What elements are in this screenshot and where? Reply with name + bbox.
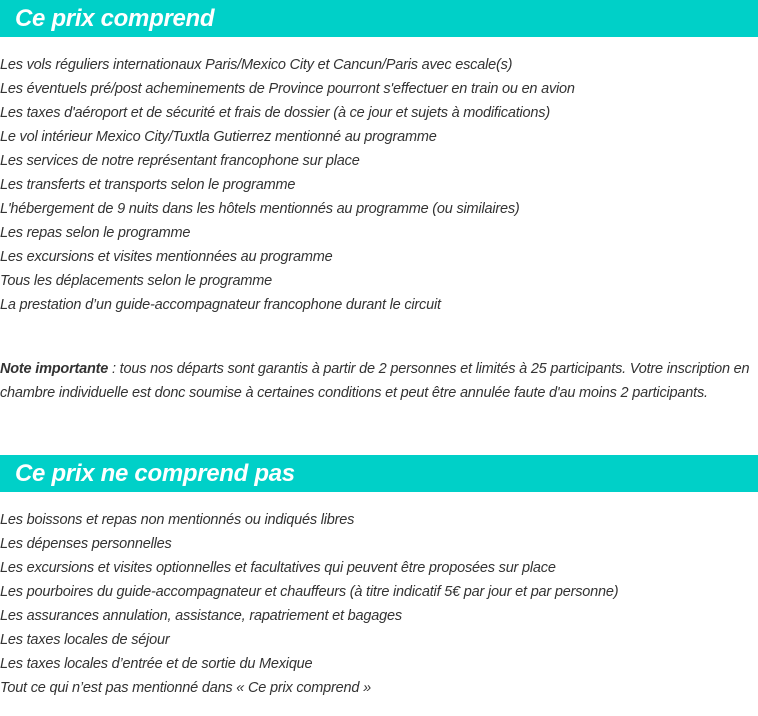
list-item: Les dépenses personnelles xyxy=(0,536,172,552)
note-label: Note importante xyxy=(0,361,109,377)
list-item: La prestation d’un guide-accompagnateur francophone durant le circuit xyxy=(0,297,441,313)
list-item: L'hébergement de 9 nuits dans les hôtels mentionnés au programme (ou similaires) xyxy=(0,201,520,217)
includes-title: Ce prix comprend xyxy=(15,4,215,32)
list-item: Tout ce qui n’est pas mentionné dans « Ce prix comprend » xyxy=(0,680,371,696)
list-item: Les repas selon le programme xyxy=(0,225,191,241)
excludes-list xyxy=(0,508,758,700)
list-item: Les taxes locales de séjour xyxy=(0,632,170,648)
list-item: Les services de notre représentant francophone sur place xyxy=(0,153,360,169)
list-item: Les taxes locales d’entrée et de sortie du Mexique xyxy=(0,656,313,672)
list-item: Les pourboires du guide-accompagnateur et chauffeurs (à titre indicatif 5€ par jour et par personne) xyxy=(0,584,619,600)
list-item: Le vol intérieur Mexico City/Tuxtla Gutierrez mentionné au programme xyxy=(0,129,437,145)
list-item: Les taxes d'aéroport et de sécurité et frais de dossier (à ce jour et sujets à modifications) xyxy=(0,105,550,121)
list-item: Les transferts et transports selon le programme xyxy=(0,177,296,193)
excludes-title: Ce prix ne comprend pas xyxy=(15,459,295,487)
list-item: Les éventuels pré/post acheminements de Province pourront s'effectuer en train ou en avion xyxy=(0,81,575,97)
includes-list xyxy=(0,53,758,317)
list-item: Les excursions et visites mentionnées au programme xyxy=(0,249,333,265)
list-item: Les assurances annulation, assistance, rapatriement et bagages xyxy=(0,608,402,624)
list-item: Les excursions et visites optionnelles et facultatives qui peuvent être proposées sur place xyxy=(0,560,556,576)
list-item: Tous les déplacements selon le programme xyxy=(0,273,272,289)
list-item: Les boissons et repas non mentionnés ou indiqués libres xyxy=(0,512,355,528)
includes-section-header xyxy=(0,0,758,37)
list-item: Les vols réguliers internationaux Paris/Mexico City et Cancun/Paris avec escale(s) xyxy=(0,57,513,73)
excludes-section-header xyxy=(0,455,758,492)
important-note xyxy=(0,357,756,405)
note-text: : tous nos départs sont garantis à partir de 2 personnes et limités à 25 participants. Votre inscription en chambre individuelle est donc soumise à certaines conditions et peut être annulée faute d'au moins 2 participants. xyxy=(0,361,750,401)
